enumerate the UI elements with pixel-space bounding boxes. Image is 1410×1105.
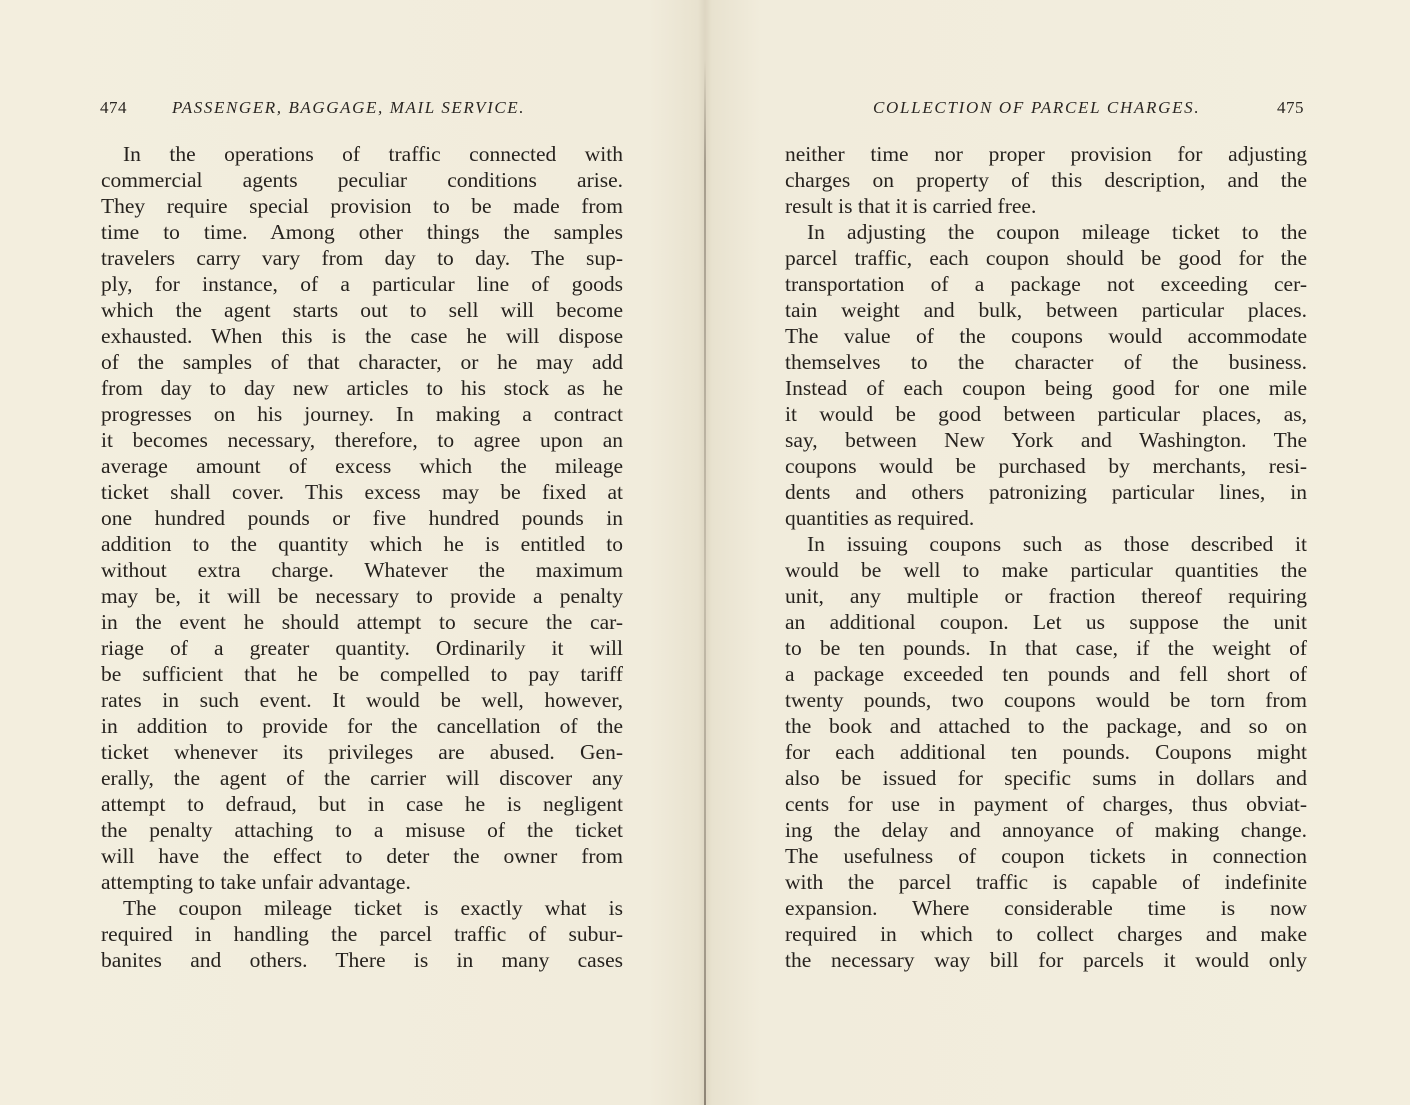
text-line: transportation of a package not exceeding cer- (785, 272, 1307, 296)
text-line: without extra charge. Whatever the maximum (101, 558, 623, 582)
text-line: the book and attached to the package, and so on (785, 714, 1307, 738)
text-line: in the event he should attempt to secure the car- (101, 610, 623, 634)
text-line: travelers carry vary from day to day. The sup- (101, 246, 623, 270)
text-line: cents for use in payment of charges, thus obviat- (785, 792, 1307, 816)
text-line: ing the delay and annoyance of making change. (785, 818, 1307, 842)
text-line: ply, for instance, of a particular line of goods (101, 272, 623, 296)
text-line: which the agent starts out to sell will become (101, 298, 623, 322)
text-line: twenty pounds, two coupons would be torn from (785, 688, 1307, 712)
text-line: parcel traffic, each coupon should be good for the (785, 246, 1307, 270)
text-line: of the samples of that character, or he may add (101, 350, 623, 374)
text-line: it becomes necessary, therefore, to agree upon an (101, 428, 623, 452)
text-line: will have the effect to deter the owner from (101, 844, 623, 868)
right-body-text (785, 141, 1307, 973)
text-line: Instead of each coupon being good for one mile (785, 376, 1307, 400)
text-line: The usefulness of coupon tickets in connection (785, 844, 1307, 868)
text-line: required in handling the parcel traffic of subur- (101, 922, 623, 946)
text-line: expansion. Where considerable time is now (785, 896, 1307, 920)
right-page-number: 475 (1277, 98, 1304, 117)
text-line: a package exceeded ten pounds and fell short of (785, 662, 1307, 686)
text-line: also be issued for specific sums in dollars and (785, 766, 1307, 790)
text-line: charges on property of this description, and the (785, 168, 1307, 192)
text-line: it would be good between particular places, as, (785, 402, 1307, 426)
left-page-number: 474 (100, 98, 127, 117)
text-line: an additional coupon. Let us suppose the unit (785, 610, 1307, 634)
text-line: The coupon mileage ticket is exactly what is (123, 896, 623, 920)
text-line: with the parcel traffic is capable of indefinite (785, 870, 1307, 894)
text-line: In issuing coupons such as those described it (807, 532, 1307, 556)
text-line: average amount of excess which the mileage (101, 454, 623, 478)
text-line: required in which to collect charges and make (785, 922, 1307, 946)
text-line: unit, any multiple or fraction thereof requiring (785, 584, 1307, 608)
right-running-head: COLLECTION OF PARCEL CHARGES. (873, 98, 1201, 117)
text-line: ticket shall cover. This excess may be fixed at (101, 480, 623, 504)
text-line: tain weight and bulk, between particular places. (785, 298, 1307, 322)
text-line: result is that it is carried free. (785, 194, 1037, 218)
text-line: In adjusting the coupon mileage ticket to the (807, 220, 1307, 244)
right-page (705, 0, 1410, 1105)
text-line: They require special provision to be made from (101, 194, 623, 218)
text-line: may be, it will be necessary to provide a penalty (101, 584, 623, 608)
text-line: rates in such event. It would be well, however, (101, 688, 623, 712)
text-line: neither time nor proper provision for adjusting (785, 142, 1307, 166)
text-line: progresses on his journey. In making a contract (101, 402, 623, 426)
text-line: to be ten pounds. In that case, if the weight of (785, 636, 1307, 660)
text-line: riage of a greater quantity. Ordinarily it will (101, 636, 623, 660)
text-line: be sufficient that he be compelled to pay tariff (101, 662, 623, 686)
left-body-text (101, 141, 623, 973)
text-line: In the operations of traffic connected with (123, 142, 623, 166)
text-line: say, between New York and Washington. The (785, 428, 1307, 452)
text-line: the penalty attaching to a misuse of the ticket (101, 818, 623, 842)
text-line: from day to day new articles to his stock as he (101, 376, 623, 400)
text-line: The value of the coupons would accommodate (785, 324, 1307, 348)
text-line: attempt to defraud, but in case he is negligent (101, 792, 623, 816)
text-line: themselves to the character of the business. (785, 350, 1307, 374)
text-line: erally, the agent of the carrier will discover any (101, 766, 623, 790)
text-line: time to time. Among other things the samples (101, 220, 623, 244)
text-line: attempting to take unfair advantage. (101, 870, 411, 894)
text-line: exhausted. When this is the case he will dispose (101, 324, 623, 348)
text-line: one hundred pounds or five hundred pounds in (101, 506, 623, 530)
text-line: coupons would be purchased by merchants, resi- (785, 454, 1307, 478)
text-line: dents and others patronizing particular lines, in (785, 480, 1307, 504)
text-line: commercial agents peculiar conditions arise. (101, 168, 623, 192)
text-line: the necessary way bill for parcels it would only (785, 948, 1307, 972)
left-running-head: PASSENGER, BAGGAGE, MAIL SERVICE. (172, 98, 526, 117)
text-line: addition to the quantity which he is entitled to (101, 532, 623, 556)
text-line: ticket whenever its privileges are abused. Gen- (101, 740, 623, 764)
text-line: for each additional ten pounds. Coupons might (785, 740, 1307, 764)
text-line: banites and others. There is in many cases (101, 948, 623, 972)
text-line: would be well to make particular quantities the (785, 558, 1307, 582)
text-line: quantities as required. (785, 506, 975, 530)
text-line: in addition to provide for the cancellation of the (101, 714, 623, 738)
